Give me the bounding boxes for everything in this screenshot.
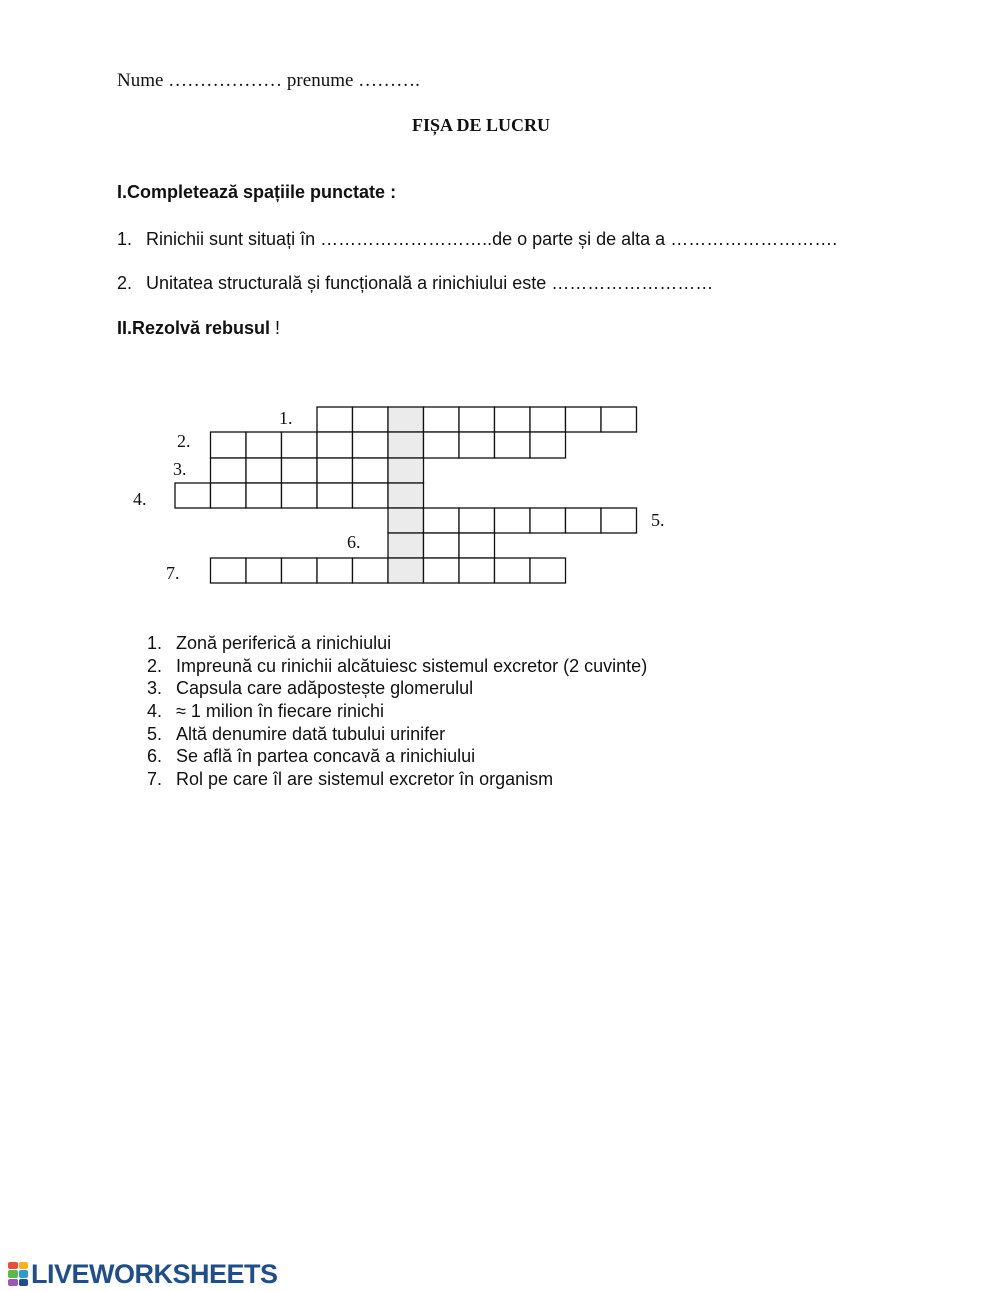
clue-item	[147, 655, 647, 678]
crossword-cell[interactable]	[317, 432, 353, 458]
crossword-cell[interactable]	[353, 458, 389, 483]
crossword-cell[interactable]	[601, 407, 637, 432]
clue-text: ≈ 1 milion în fiecare rinichi	[176, 701, 384, 722]
logo-square	[19, 1262, 29, 1269]
crossword-key-cell[interactable]	[388, 508, 424, 533]
clue-number: 4.	[147, 701, 163, 722]
clue-item	[147, 768, 647, 791]
crossword-cell[interactable]	[530, 407, 566, 432]
logo-square	[19, 1270, 29, 1277]
crossword-cell[interactable]	[601, 508, 637, 533]
liveworksheets-logo[interactable]	[8, 1259, 278, 1289]
crossword-cell[interactable]	[530, 508, 566, 533]
crossword-cell[interactable]	[353, 407, 389, 432]
crossword-cell[interactable]	[282, 458, 318, 483]
logo-square	[19, 1279, 29, 1286]
crossword-cell[interactable]	[353, 432, 389, 458]
clue-list	[147, 632, 647, 791]
crossword-cell[interactable]	[211, 458, 247, 483]
crossword-cell[interactable]	[211, 432, 247, 458]
crossword-row-label: 7.	[166, 563, 180, 583]
crossword-cell[interactable]	[282, 558, 318, 583]
crossword-cell[interactable]	[459, 407, 495, 432]
crossword-cell[interactable]	[317, 407, 353, 432]
logo-icon	[8, 1262, 28, 1286]
crossword-cell[interactable]	[353, 558, 389, 583]
crossword-grid	[0, 0, 1000, 620]
clue-item	[147, 723, 647, 746]
crossword-cell[interactable]	[211, 483, 247, 508]
clue-item	[147, 745, 647, 768]
clue-item	[147, 632, 647, 655]
crossword-key-cell[interactable]	[388, 458, 424, 483]
crossword-cell[interactable]	[566, 508, 602, 533]
crossword-row-label: 2.	[177, 431, 191, 451]
crossword-cell[interactable]	[246, 458, 282, 483]
fill-item-text: Unitatea structurală și funcțională a rinichiului este ………………………	[146, 273, 714, 293]
logo-square	[8, 1262, 18, 1269]
crossword-cell[interactable]	[211, 558, 247, 583]
crossword-cell[interactable]	[459, 508, 495, 533]
logo-square	[8, 1270, 18, 1277]
crossword-cell[interactable]	[530, 558, 566, 583]
fill-item-number: 2.	[117, 273, 133, 293]
crossword-row-label: 6.	[347, 532, 361, 552]
crossword-cell[interactable]	[175, 483, 211, 508]
crossword-cell[interactable]	[246, 432, 282, 458]
crossword-cell[interactable]	[353, 483, 389, 508]
crossword-cell[interactable]	[317, 483, 353, 508]
clue-number: 1.	[147, 633, 163, 653]
clue-item	[147, 700, 647, 723]
clue-number: 7.	[147, 769, 163, 790]
crossword-cell[interactable]	[495, 432, 531, 458]
crossword-key-cell[interactable]	[388, 533, 424, 558]
clue-number: 2.	[147, 655, 163, 676]
fill-item-text: Rinichii sunt situați în ………………………..de o parte și de alta a ……………………….	[146, 229, 838, 249]
clue-item	[147, 677, 647, 700]
crossword-row-label: 1.	[279, 408, 293, 428]
crossword-cell[interactable]	[459, 558, 495, 583]
crossword-cell[interactable]	[246, 558, 282, 583]
crossword-key-cell[interactable]	[388, 558, 424, 583]
clue-text: Capsula care adăpostește glomerulul	[176, 678, 474, 699]
clue-text: Altă denumire dată tubului urinifer	[176, 723, 446, 744]
crossword-cell[interactable]	[317, 458, 353, 483]
name-line: Nume ……………… prenume ……….	[117, 70, 420, 91]
crossword-row-label: 3.	[173, 459, 187, 479]
crossword-cell[interactable]	[424, 508, 460, 533]
crossword-cell[interactable]	[566, 407, 602, 432]
crossword-cell[interactable]	[495, 508, 531, 533]
crossword-key-cell[interactable]	[388, 432, 424, 458]
clue-text: Se află în partea concavă a rinichiului	[176, 746, 476, 767]
crossword-cell[interactable]	[317, 558, 353, 583]
section-heading-text: II.Rezolvă rebusul	[117, 318, 271, 338]
crossword-cell[interactable]	[495, 558, 531, 583]
clue-number: 5.	[147, 723, 163, 744]
crossword-cell[interactable]	[424, 558, 460, 583]
crossword-cell[interactable]	[459, 432, 495, 458]
crossword-cell[interactable]	[282, 483, 318, 508]
page-title: FIȘA DE LUCRU	[411, 115, 551, 135]
clue-text: Zonă periferică a rinichiului	[176, 633, 392, 653]
logo-square	[8, 1279, 18, 1286]
crossword-cell[interactable]	[246, 483, 282, 508]
crossword-cell[interactable]	[495, 407, 531, 432]
fill-item-number: 1.	[117, 229, 133, 249]
crossword-cell[interactable]	[424, 407, 460, 432]
crossword-cell[interactable]	[459, 533, 495, 558]
crossword-cell[interactable]	[424, 432, 460, 458]
section-heading-tail: !	[270, 318, 281, 338]
crossword-row-label: 4.	[133, 489, 147, 509]
clue-text: Rol pe care îl are sistemul excretor în organism	[176, 769, 554, 790]
crossword-cell[interactable]	[282, 432, 318, 458]
crossword-key-cell[interactable]	[388, 407, 424, 432]
section-heading-fill-in: I.Completează spațiile punctate :	[117, 182, 397, 202]
clue-number: 6.	[147, 746, 163, 767]
crossword-key-cell[interactable]	[388, 483, 424, 508]
clue-text: Impreună cu rinichii alcătuiesc sistemul excretor (2 cuvinte)	[176, 655, 648, 676]
crossword-cell[interactable]	[530, 432, 566, 458]
crossword-row-label: 5.	[651, 510, 665, 530]
clue-number: 3.	[147, 678, 163, 699]
brand-name: LIVEWORKSHEETS	[31, 1258, 278, 1289]
crossword-cell[interactable]	[424, 533, 460, 558]
